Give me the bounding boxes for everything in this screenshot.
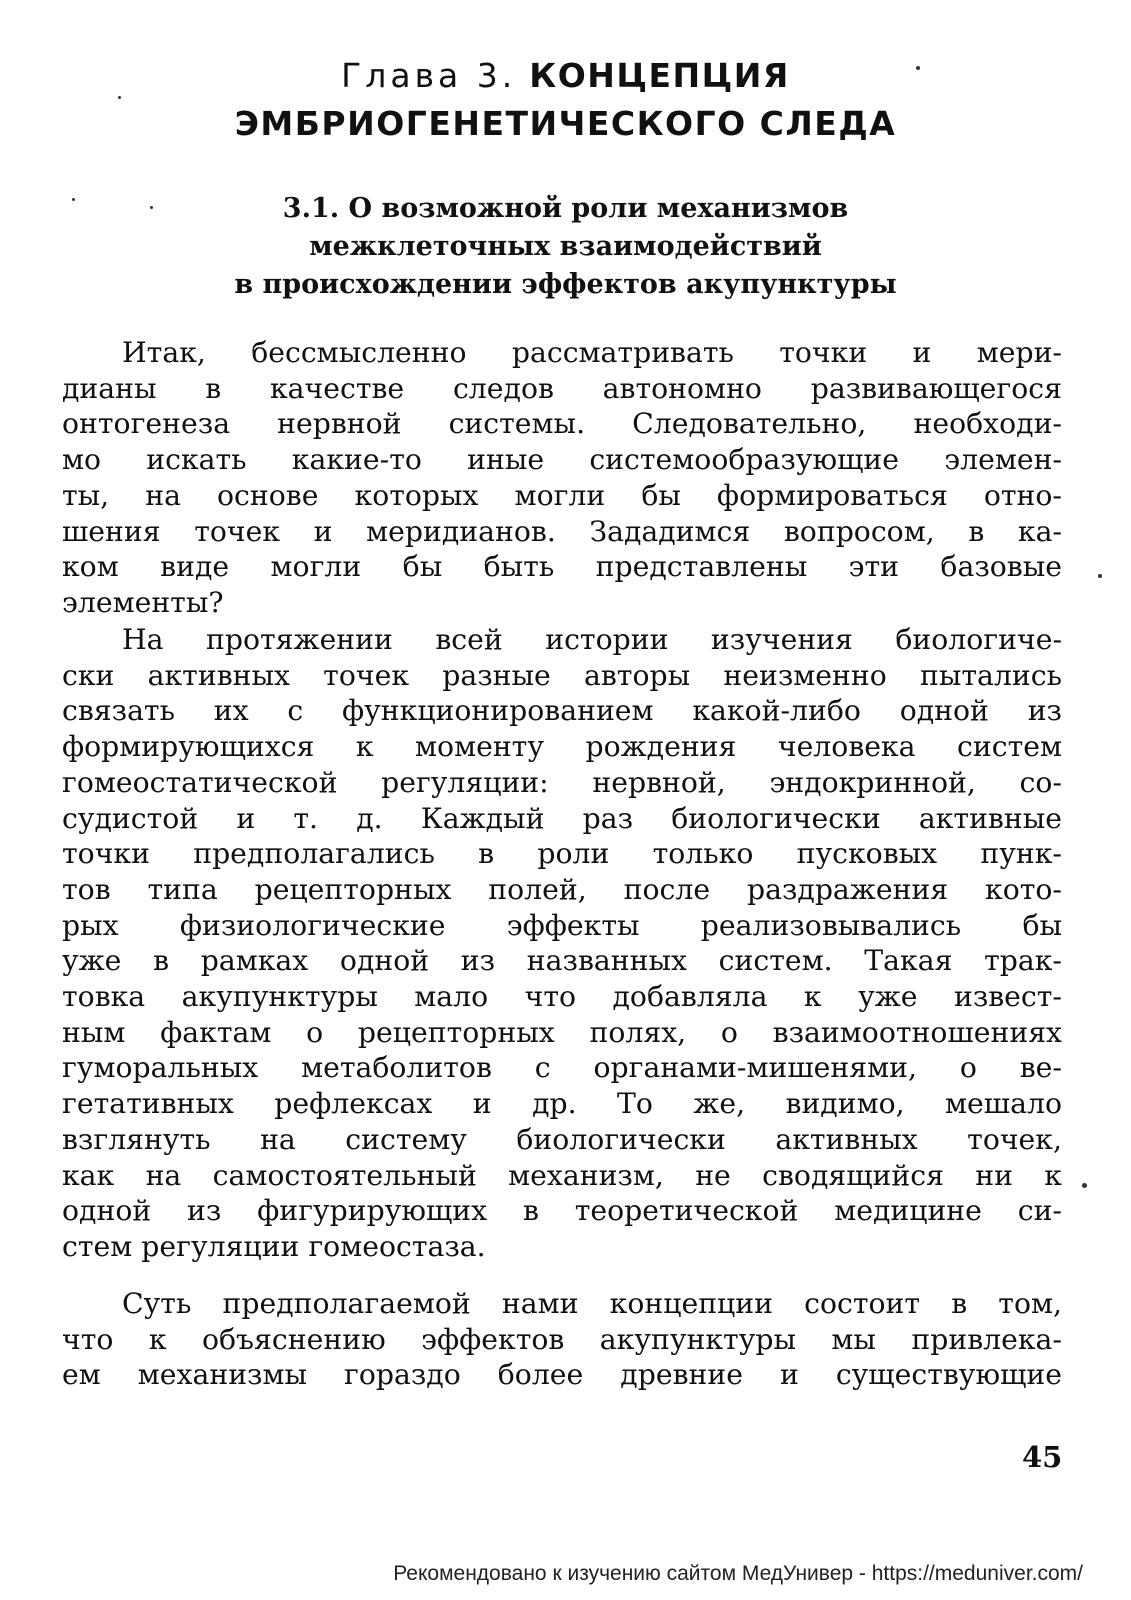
text-line: шения точек и меридианов. Зададимся вопросом, в ка- [62, 514, 1062, 548]
text-line: мо искать какие-то иные системообразующие элемен- [62, 443, 1062, 477]
text-line: стем регуляции гомеостаза. [62, 1229, 486, 1263]
text-line: как на самостоятельный механизм, не сводящийся ни к [62, 1158, 1062, 1192]
text-line: рых физиологические эффекты реализовывались бы [62, 908, 1062, 942]
chapter-title-line2: ЭМБРИОГЕНЕТИЧЕСКОГО СЛЕДА [234, 104, 897, 143]
text-line: ком виде могли бы быть представлены эти базовые [62, 550, 1062, 584]
text-line: ем механизмы гораздо более древние и существующие [62, 1358, 1062, 1392]
text-line: онтогенеза нервной системы. Следовательно, необходи- [62, 407, 1062, 441]
text-line: связать их с функционированием какой-либо одной из [62, 694, 1062, 728]
text-line: одной из фигурирующих в теоретической медицине си- [62, 1194, 1062, 1228]
text-line: уже в рамках одной из названных систем. Такая трак- [62, 944, 1062, 978]
text-line: формирующихся к моменту рождения человека систем [62, 730, 1062, 764]
paragraph-3 [62, 1286, 1062, 1393]
text-line: тов типа рецепторных полей, после раздражения кото- [62, 872, 1062, 906]
text-line: гуморальных метаболитов с органами-мишенями, о ве- [62, 1051, 1062, 1085]
chapter-label: Глава 3. [341, 56, 517, 95]
paragraph-2 [62, 622, 1062, 1265]
chapter-title-line1: КОНЦЕПЦИЯ [529, 56, 790, 95]
text-line: судистой и т. д. Каждый раз биологически активные [62, 801, 1062, 835]
scan-speck [916, 66, 920, 70]
text-line: гетативных рефлексах и др. То же, видимо, мешало [62, 1087, 1062, 1121]
text-line: Суть предполагаемой нами концепции состоит в том, [122, 1287, 1062, 1320]
text-line: ным фактам о рецепторных полях, о взаимоотношениях [62, 1015, 1062, 1049]
text-line: точки предполагались в роли только пусковых пунк- [62, 837, 1062, 871]
scan-speck [1098, 574, 1102, 578]
footer-recommendation: Рекомендовано к изучению сайтом МедУнивер - https://meduniver.com/ [393, 1562, 1083, 1585]
text-line: ты, на основе которых могли бы формироваться отно- [62, 478, 1062, 512]
text-line: элементы? [62, 585, 224, 619]
text-line: гомеостатической регуляции: нервной, эндокринной, со- [62, 765, 1062, 799]
text-line: Итак, бессмысленно рассматривать точки и мери- [122, 336, 1062, 369]
section-heading-line2: межклеточных взаимодействий [309, 231, 822, 262]
scan-speck [150, 206, 153, 209]
text-line: взглянуть на систему биологически активных точек, [62, 1122, 1062, 1156]
text-line: ски активных точек разные авторы неизменно пытались [62, 658, 1062, 692]
page-number: 45 [1022, 1440, 1063, 1474]
chapter-heading-line1 [0, 52, 1131, 100]
section-heading [0, 190, 1131, 304]
scan-speck [118, 96, 121, 99]
paragraph-1 [62, 335, 1062, 621]
scan-speck [72, 198, 75, 201]
chapter-heading [0, 52, 1131, 148]
text-line: что к объяснению эффектов акупунктуры мы привлека- [62, 1322, 1062, 1356]
section-heading-line3: в происхождении эффектов акупунктуры [234, 269, 897, 300]
scan-speck [1082, 1183, 1087, 1188]
text-line: товка акупунктуры мало что добавляла к уже извест- [62, 980, 1062, 1014]
section-heading-line1: 3.1. О возможной роли механизмов [282, 193, 849, 224]
text-line: На протяжении всей истории изучения биологиче- [122, 623, 1062, 656]
text-line: дианы в качестве следов автономно развивающегося [62, 371, 1062, 405]
